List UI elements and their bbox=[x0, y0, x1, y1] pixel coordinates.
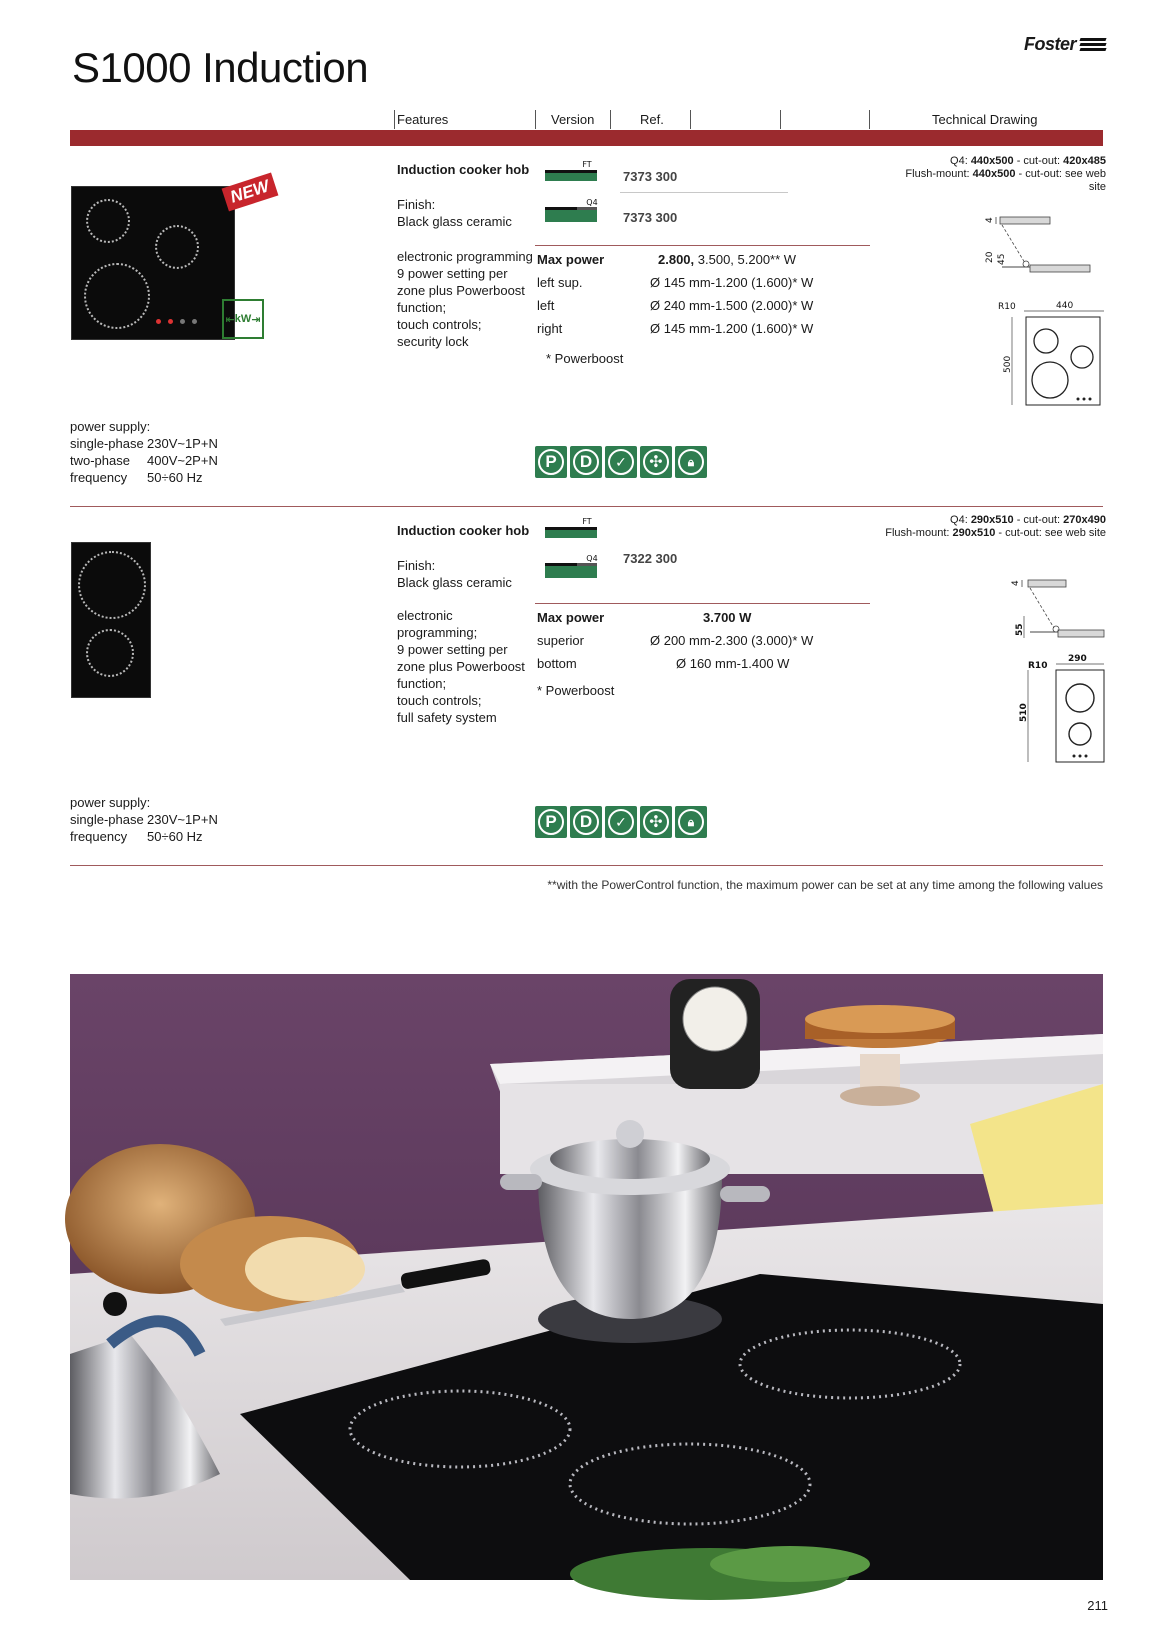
version-ft-icon bbox=[543, 517, 599, 543]
feature-line: full safety system bbox=[397, 710, 497, 725]
pyrolytic-icon: P bbox=[535, 806, 567, 838]
supply-value: 230V~1P+N bbox=[147, 812, 218, 827]
page-number: 211 bbox=[1087, 1598, 1108, 1613]
feature-line: 9 power setting per bbox=[397, 642, 508, 657]
brand-name: Foster bbox=[1023, 34, 1076, 54]
svg-text:R10: R10 bbox=[1028, 661, 1048, 671]
supply-value: 50÷60 Hz bbox=[147, 829, 203, 844]
column-separator bbox=[869, 110, 870, 129]
svg-text:4: 4 bbox=[1011, 580, 1021, 586]
section-divider bbox=[70, 865, 1103, 866]
feature-line: programming; bbox=[397, 625, 478, 640]
svg-text:FT: FT bbox=[582, 517, 592, 526]
supply-label: power supply: bbox=[70, 795, 151, 810]
ref-number: 7373 300 bbox=[623, 210, 678, 225]
supply-label: two-phase bbox=[70, 453, 130, 468]
new-badge: NEW bbox=[222, 173, 279, 212]
feature-line: touch controls; bbox=[397, 317, 482, 332]
header-band bbox=[70, 130, 1103, 146]
page-title: S1000 Induction bbox=[72, 44, 369, 91]
version-q4-icon bbox=[543, 554, 599, 580]
dimensions-flush: Flush-mount: 440x500 - cut-out: see web bbox=[905, 168, 1106, 180]
product-name: Induction cooker hob bbox=[397, 523, 530, 538]
divider bbox=[535, 603, 870, 604]
max-power-value: 3.700 W bbox=[703, 610, 752, 625]
dimensions-flush-cont: site bbox=[1088, 181, 1106, 193]
feature-line: zone plus Powerboost bbox=[397, 283, 525, 298]
ref-number: 7373 300 bbox=[623, 169, 678, 184]
zone-label: bottom bbox=[537, 656, 577, 671]
product-name: Induction cooker hob bbox=[397, 162, 530, 177]
column-separator bbox=[610, 110, 611, 129]
version-ft-icon bbox=[543, 160, 599, 186]
finish-label: Finish: bbox=[397, 558, 436, 573]
svg-text:510: 510 bbox=[1019, 703, 1029, 722]
feature-line: function; bbox=[397, 676, 447, 691]
max-power-label: Max power bbox=[537, 252, 605, 267]
supply-label: frequency bbox=[70, 829, 128, 844]
zone-value: Ø 160 mm-1.400 W bbox=[676, 656, 790, 671]
svg-text:4: 4 bbox=[985, 217, 995, 223]
product-image-hob-3zone bbox=[71, 186, 235, 340]
svg-text:FT: FT bbox=[582, 160, 592, 169]
lock-icon: 🔒︎ bbox=[675, 806, 707, 838]
dimensions-q4: Q4: 440x500 - cut-out: 420x485 bbox=[950, 155, 1106, 167]
column-header-technical-drawing: Technical Drawing bbox=[932, 112, 1038, 127]
features-list bbox=[397, 607, 537, 726]
pyrolytic-icon: P bbox=[535, 446, 567, 478]
clock-icon: ✓ bbox=[605, 806, 637, 838]
svg-text:R10: R10 bbox=[998, 302, 1016, 312]
d-icon: D bbox=[570, 806, 602, 838]
svg-text:500: 500 bbox=[1003, 355, 1013, 373]
zone-value: Ø 145 mm-1.200 (1.600)* W bbox=[650, 275, 814, 290]
fan-icon: ✣ bbox=[640, 806, 672, 838]
svg-text:Q4: Q4 bbox=[586, 554, 598, 563]
max-power-value: 2.800, 3.500, 5.200** W bbox=[658, 252, 797, 267]
divider bbox=[620, 192, 788, 193]
supply-label: frequency bbox=[70, 470, 128, 485]
feature-icons bbox=[535, 806, 707, 838]
feature-line: touch controls; bbox=[397, 693, 482, 708]
finish-value: Black glass ceramic bbox=[397, 214, 512, 229]
zone-value: Ø 145 mm-1.200 (1.600)* W bbox=[650, 321, 814, 336]
feature-line: zone plus Powerboost bbox=[397, 659, 525, 674]
max-power-label: Max power bbox=[537, 610, 605, 625]
supply-value: 400V~2P+N bbox=[147, 453, 218, 468]
powerboost-note: * Powerboost bbox=[537, 683, 615, 698]
zone-value: Ø 200 mm-2.300 (3.000)* W bbox=[650, 633, 814, 648]
feature-line: electronic bbox=[397, 608, 453, 623]
power-supply-block bbox=[70, 418, 218, 486]
divider bbox=[535, 245, 870, 246]
column-separator bbox=[690, 110, 691, 129]
features-list bbox=[397, 248, 537, 350]
column-header-ref: Ref. bbox=[640, 112, 664, 127]
zone-label: left bbox=[537, 298, 555, 313]
feature-line: electronic programming bbox=[397, 249, 533, 264]
lock-icon: 🔒︎ bbox=[675, 446, 707, 478]
supply-value: 230V~1P+N bbox=[147, 436, 218, 451]
feature-icons bbox=[535, 446, 707, 478]
brand-logo bbox=[1024, 34, 1106, 55]
brand-bars-icon bbox=[1080, 38, 1106, 51]
zone-label: left sup. bbox=[537, 275, 583, 290]
zone-label: superior bbox=[537, 633, 584, 648]
finish-value: Black glass ceramic bbox=[397, 575, 512, 590]
zone-value: Ø 240 mm-1.500 (2.000)* W bbox=[650, 298, 814, 313]
power-control-icon: ⇤ kW ⇥ bbox=[222, 299, 264, 339]
feature-line: security lock bbox=[397, 334, 469, 349]
zone-label: right bbox=[537, 321, 563, 336]
supply-label: single-phase bbox=[70, 436, 144, 451]
column-separator bbox=[780, 110, 781, 129]
footnote: **with the PowerControl function, the maximum power can be set at any time among the following values bbox=[547, 878, 1103, 892]
fan-icon: ✣ bbox=[640, 446, 672, 478]
dimensions-q4: Q4: 290x510 - cut-out: 270x490 bbox=[950, 514, 1106, 526]
clock-icon: ✓ bbox=[605, 446, 637, 478]
column-separator bbox=[394, 110, 395, 129]
supply-label: single-phase bbox=[70, 812, 144, 827]
svg-text:290: 290 bbox=[1068, 654, 1087, 664]
version-q4-icon bbox=[543, 198, 599, 224]
svg-text:45: 45 bbox=[997, 253, 1007, 265]
ref-number: 7322 300 bbox=[623, 551, 678, 566]
supply-label: power supply: bbox=[70, 419, 151, 434]
power-supply-block bbox=[70, 794, 218, 845]
feature-line: function; bbox=[397, 300, 447, 315]
technical-drawing-3zone bbox=[985, 205, 1106, 415]
supply-value: 50÷60 Hz bbox=[147, 470, 203, 485]
column-header-features: Features bbox=[397, 112, 449, 127]
technical-drawing-2zone bbox=[1000, 572, 1110, 772]
dimensions-flush: Flush-mount: 290x510 - cut-out: see web site bbox=[885, 527, 1106, 539]
finish-label: Finish: bbox=[397, 197, 436, 212]
svg-text:20: 20 bbox=[985, 251, 995, 263]
product-image-hob-2zone bbox=[71, 542, 151, 698]
lifestyle-photo bbox=[70, 974, 1103, 1580]
powerboost-note: * Powerboost bbox=[546, 351, 624, 366]
svg-text:Q4: Q4 bbox=[586, 198, 598, 207]
svg-text:440: 440 bbox=[1056, 301, 1074, 311]
column-separator bbox=[535, 110, 536, 129]
feature-line: 9 power setting per bbox=[397, 266, 508, 281]
svg-text:55: 55 bbox=[1015, 623, 1025, 636]
section-divider bbox=[70, 506, 1103, 507]
d-icon: D bbox=[570, 446, 602, 478]
column-header-version: Version bbox=[551, 112, 595, 127]
